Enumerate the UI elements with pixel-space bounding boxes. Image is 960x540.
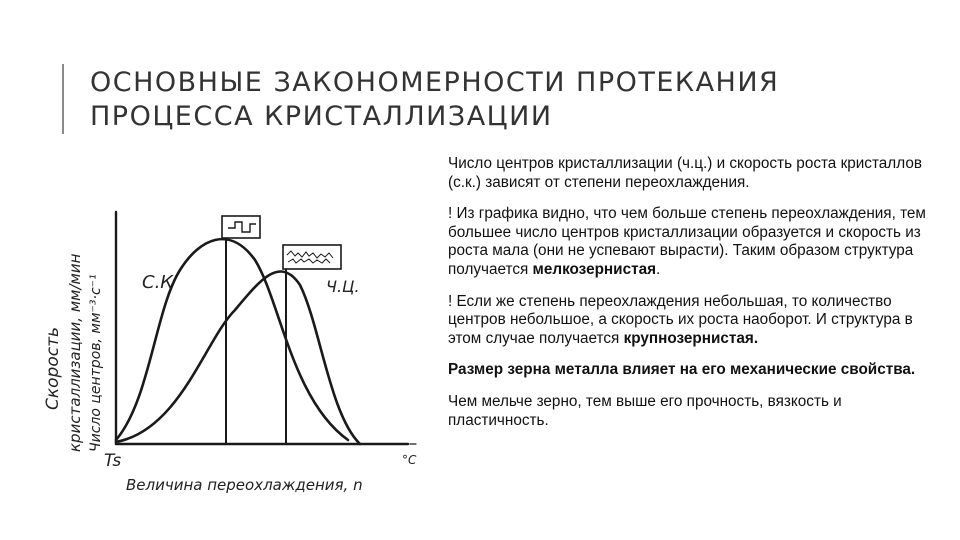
crystallization-diagram	[30, 200, 430, 510]
coarse-grain-text: ! Если же степень переохлаждения небольшая, то количество центров небольшое, а скорость их роста наоборот. И структура в этом случае получается	[448, 292, 913, 347]
paragraph-properties: Чем мельче зерно, тем выше его прочность, вязкость и пластичность.	[448, 392, 842, 429]
title-accent-bar	[62, 64, 64, 134]
x-axis-label: Величина переохлаждения, n	[126, 476, 363, 494]
x-axis-unit: °C	[402, 453, 417, 467]
explanation-text	[448, 155, 928, 443]
title-line-1: ОСНОВНЫЕ ЗАКОНОМЕРНОСТИ ПРОТЕКАНИЯ	[90, 67, 780, 98]
paragraph-fine-grain	[448, 205, 928, 279]
grain-size-statement: Размер зерна металла влияет на его механические свойства.	[448, 361, 916, 379]
curve-chc	[116, 271, 360, 444]
fine-grain-term: мелкозернистая	[532, 260, 656, 278]
slide-title	[90, 66, 890, 134]
paragraph-coarse-grain	[448, 293, 928, 349]
origin-label: Ts	[104, 451, 122, 471]
fine-grain-period: .	[656, 260, 661, 278]
fine-grain-text: ! Из графика видно, что чем больше степень переохлаждения, тем большее число центров кристаллизации образуется и скорость из роста мала (они не успевают вырасти). Таким образом структура получается	[448, 205, 926, 278]
inset-coarse-structure	[222, 216, 260, 238]
curve-chc-label: Ч.Ц.	[326, 277, 360, 296]
title-line-2: ПРОЦЕССА КРИСТАЛЛИЗАЦИИ	[90, 101, 553, 132]
y-axis-label-rate: кристаллизации, мм/мин	[66, 253, 84, 452]
inset-fine-structure	[283, 245, 341, 269]
paragraph-grain-size	[448, 361, 928, 380]
curve-sk-label: С.К	[142, 272, 174, 293]
y-axis-label-speed: Скорость	[43, 327, 63, 410]
coarse-grain-term: крупнозернистая.	[623, 329, 759, 347]
paragraph-dependency: Число центров кристаллизации (ч.ц.) и скорость роста кристаллов (с.к.) зависят от степени переохлаждения.	[448, 155, 922, 191]
y-axis-label-centers: Число центров, мм⁻³·с⁻¹	[88, 274, 104, 452]
